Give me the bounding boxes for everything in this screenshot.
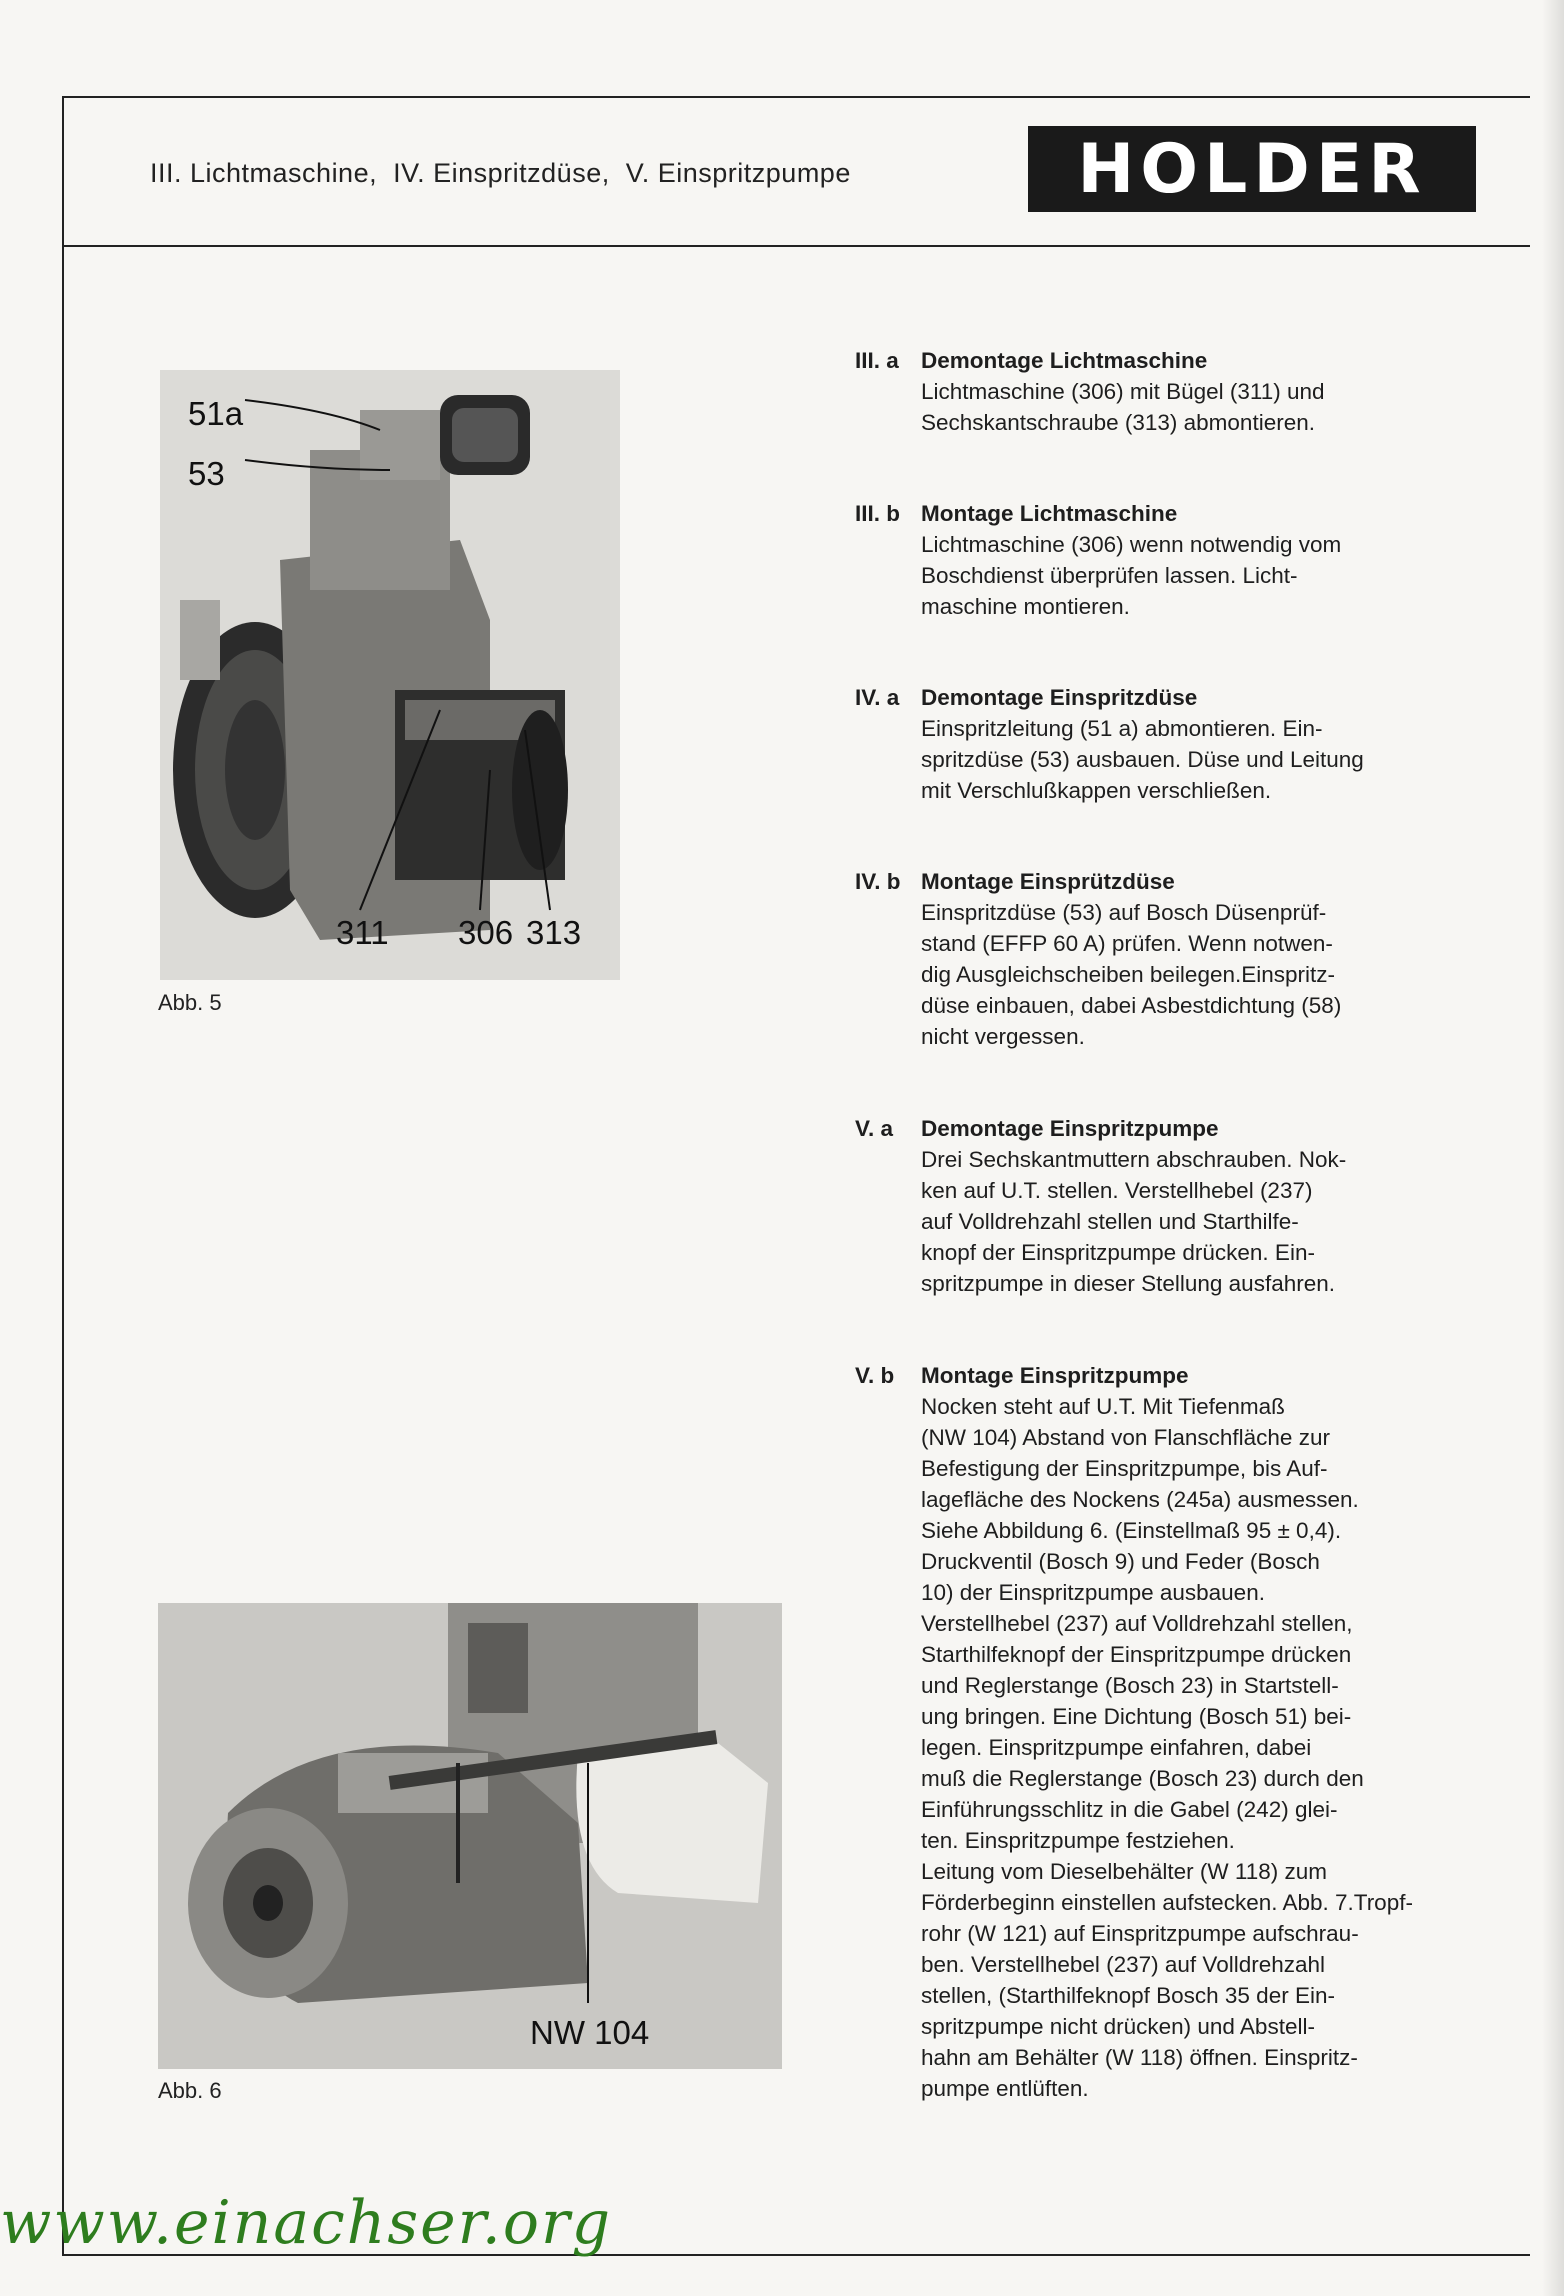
section-title: Montage Einsprützdüse [921,869,1175,894]
section-line: legen. Einspritzpumpe einfahren, dabei [921,1735,1312,1760]
section-iii-b [855,498,1515,622]
section-line: Befestigung der Einspritzpumpe, bis Auf- [921,1456,1328,1481]
section-line: Verstellhebel (237) auf Volldrehzahl stellen, [921,1611,1353,1636]
callout-nw104: NW 104 [530,2014,650,2051]
section-line: spritzdüse (53) ausbauen. Düse und Leitung [921,747,1364,772]
section-line: 10) der Einspritzpumpe ausbauen. [921,1580,1265,1605]
section-number: IV. b [855,869,901,894]
section-line: Drei Sechskantmuttern abschrauben. Nok- [921,1147,1347,1172]
callout-313: 313 [526,914,582,951]
section-line: Einführungsschlitz in die Gabel (242) glei- [921,1797,1338,1822]
section-line: mit Verschlußkappen verschließen. [921,778,1272,803]
section-line: maschine montieren. [921,594,1130,619]
section-v-a [855,1113,1515,1299]
page-title: III. Lichtmaschine, IV. Einspritzdüse, V. Einspritzpumpe [150,158,851,188]
page-edge-shadow [1542,0,1564,2296]
section-line: Lichtmaschine (306) mit Bügel (311) und [921,379,1325,404]
section-title: Demontage Einspritzpumpe [921,1116,1219,1141]
section-title: Montage Lichtmaschine [921,501,1178,526]
section-line: dig Ausgleichscheiben beilegen.Einspritz- [921,962,1336,987]
section-line: ung bringen. Eine Dichtung (Bosch 51) bei- [921,1704,1352,1729]
section-iii-a [855,345,1515,438]
engine-illustration [160,370,620,980]
section-line: stand (EFFP 60 A) prüfen. Wenn notwen- [921,931,1333,956]
section-number: III. b [855,501,900,526]
section-line: Lichtmaschine (306) wenn notwendig vom [921,532,1342,557]
figure-6-photo [158,1603,782,2069]
section-line: stellen, (Starthilfeknopf Bosch 35 der Ein- [921,1983,1335,2008]
section-line: und Reglerstange (Bosch 23) in Startstell- [921,1673,1339,1698]
website-watermark: www.einachser.org [0,2188,613,2258]
section-line: Leitung vom Dieselbehälter (W 118) zum [921,1859,1328,1884]
section-title: Demontage Einspritzdüse [921,685,1198,710]
section-v-b [855,1360,1515,2104]
section-line: spritzpumpe in dieser Stellung ausfahren. [921,1271,1335,1296]
section-number: V. b [855,1363,895,1388]
section-number: V. a [855,1116,893,1141]
section-line: Druckventil (Bosch 9) und Feder (Bosch [921,1549,1320,1574]
section-title: Demontage Lichtmaschine [921,348,1208,373]
section-line: Siehe Abbildung 6. (Einstellmaß 95 ± 0,4). [921,1518,1342,1543]
section-number: III. a [855,348,899,373]
section-line: ten. Einspritzpumpe festziehen. [921,1828,1235,1853]
section-line: auf Volldrehzahl stellen und Starthilfe- [921,1209,1299,1234]
callout-306: 306 [458,914,514,951]
injection-pump-illustration [158,1603,782,2069]
section-line: hahn am Behälter (W 118) öffnen. Einspritz- [921,2045,1358,2070]
section-line: (NW 104) Abstand von Flanschfläche zur [921,1425,1330,1450]
section-line: pumpe entlüften. [921,2076,1089,2101]
section-iv-b [855,866,1515,1052]
section-line: Nocken steht auf U.T. Mit Tiefenmaß [921,1394,1285,1419]
section-iv-a [855,682,1515,806]
section-line: Einspritzleitung (51 a) abmontieren. Ein- [921,716,1323,741]
section-line: ben. Verstellhebel (237) auf Volldrehzahl [921,1952,1326,1977]
section-line: ken auf U.T. stellen. Verstellhebel (237) [921,1178,1313,1203]
section-line: spritzpumpe nicht drücken) und Abstell- [921,2014,1315,2039]
callout-311: 311 [336,914,389,951]
section-title: Montage Einspritzpumpe [921,1363,1189,1388]
callout-53: 53 [188,455,225,492]
section-line: Förderbeginn einstellen aufstecken. Abb. 7.Tropf- [921,1890,1413,1915]
header-divider [62,245,1530,247]
figure-5-caption: Abb. 5 [158,990,222,1015]
callout-51a: 51a [188,395,244,432]
holder-logo: HOLDER [1028,126,1476,212]
section-line: Sechskantschraube (313) abmontieren. [921,410,1315,435]
figure-5-photo [160,370,620,980]
section-line: Boschdienst überprüfen lassen. Licht- [921,563,1298,588]
section-line: nicht vergessen. [921,1024,1085,1049]
figure-6-caption: Abb. 6 [158,2078,222,2103]
section-line: knopf der Einspritzpumpe drücken. Ein- [921,1240,1315,1265]
section-line: rohr (W 121) auf Einspritzpumpe aufschrau- [921,1921,1359,1946]
section-line: düse einbauen, dabei Asbestdichtung (58) [921,993,1342,1018]
section-line: Einspritzdüse (53) auf Bosch Düsenprüf- [921,900,1327,925]
section-line: Starthilfeknopf der Einspritzpumpe drücken [921,1642,1352,1667]
section-line: lagefläche des Nockens (245a) ausmessen. [921,1487,1359,1512]
section-line: muß die Reglerstange (Bosch 23) durch den [921,1766,1364,1791]
section-number: IV. a [855,685,900,710]
